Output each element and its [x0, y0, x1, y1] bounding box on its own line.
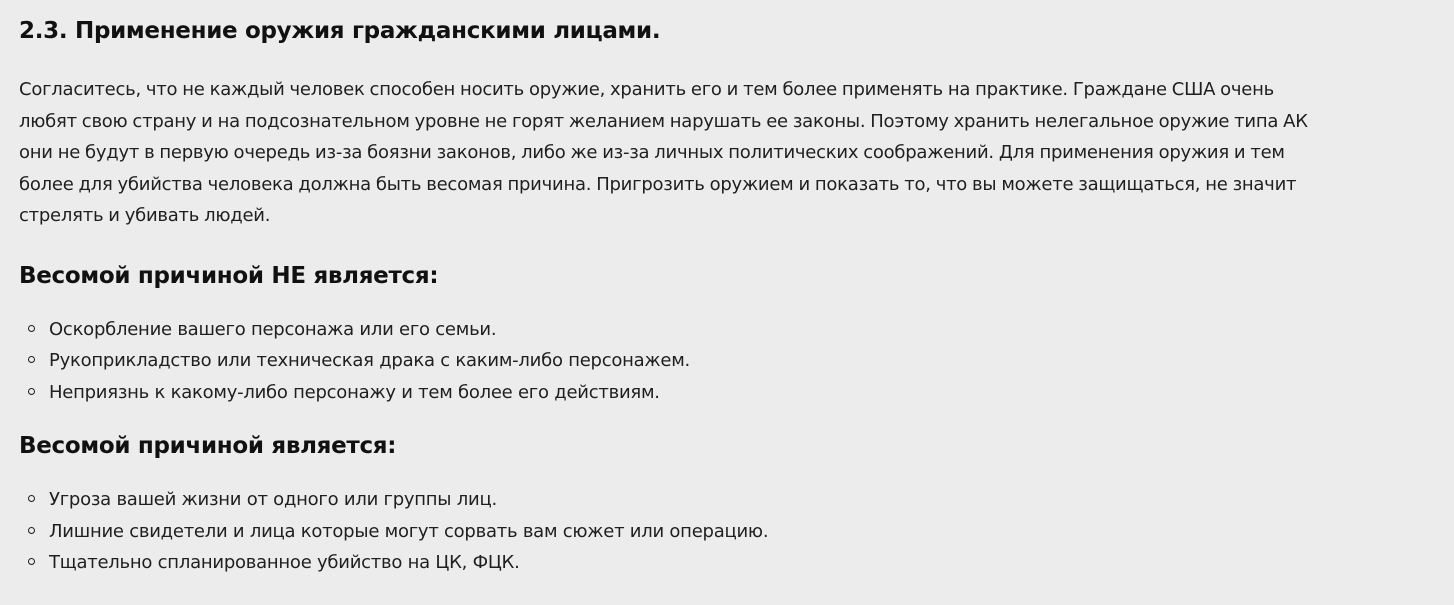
list-item	[19, 345, 1436, 377]
intro-line: любят свою страну и на подсознательном уровне не горят желанием нарушать ее законы. Поэтому хранить нелегальное оружие типа АК	[19, 110, 1308, 132]
list-item-text: Неприязнь к какому-либо персонажу и тем более его действиям.	[49, 381, 660, 403]
list-item	[19, 377, 1436, 409]
circle-bullet-icon	[28, 558, 35, 565]
not-valid-reasons-heading: Весомой причиной НЕ является:	[19, 262, 439, 289]
list-item-text: Тщательно спланированное убийство на ЦК, ФЦК.	[49, 552, 520, 573]
valid-reasons-list	[19, 484, 1436, 579]
section-title: 2.3. Применение оружия гражданскими лицами.	[19, 18, 661, 44]
intro-line: более для убийства человека должна быть весомая причина. Пригрозить оружием и показать то, что вы можете защищаться, не значит	[19, 173, 1297, 195]
intro-line: стрелять и убивать людей.	[19, 205, 271, 226]
list-item	[19, 484, 1436, 516]
circle-bullet-icon	[28, 356, 35, 363]
circle-bullet-icon	[28, 388, 35, 395]
list-item-text: Рукоприкладство или техническая драка с каким-либо персонажем.	[49, 350, 691, 371]
intro-line: они не будут в первую очередь из-за боязни законов, либо же из-за личных политических соображений. Для применения оружия и тем	[19, 142, 1285, 163]
list-item	[19, 547, 1436, 579]
circle-bullet-icon	[28, 325, 35, 332]
circle-bullet-icon	[28, 495, 35, 502]
not-valid-reasons-list	[19, 314, 1436, 409]
circle-bullet-icon	[28, 527, 35, 534]
list-item	[19, 516, 1436, 548]
list-item-text: Угроза вашей жизни от одного или группы лиц.	[49, 489, 497, 510]
intro-paragraph	[19, 74, 1436, 232]
intro-line: Согласитесь, что не каждый человек способен носить оружие, хранить его и тем более применять на практике. Граждане США очень	[19, 79, 1274, 100]
list-item-text: Лишние свидетели и лица которые могут сорвать вам сюжет или операцию.	[49, 520, 769, 542]
list-item	[19, 314, 1436, 346]
list-item-text: Оскорбление вашего персонажа или его семьи.	[49, 318, 497, 340]
valid-reasons-heading: Весомой причиной является:	[19, 433, 397, 459]
